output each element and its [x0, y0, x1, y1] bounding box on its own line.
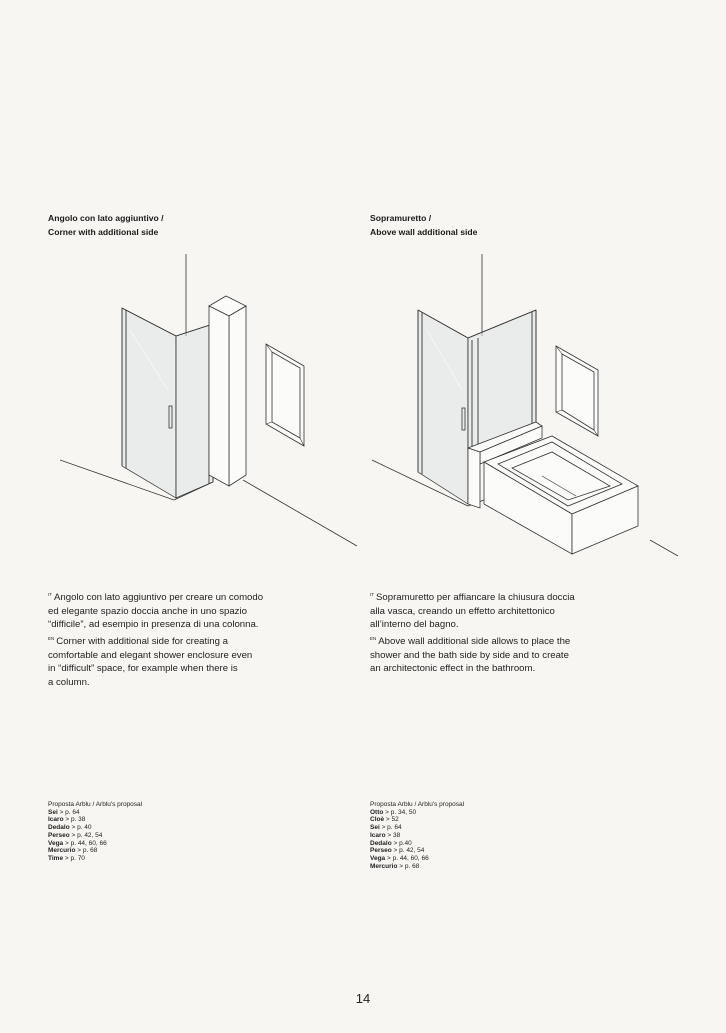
left-proposal-list: [48, 801, 348, 863]
proposal-item: Otto > p. 34, 50: [370, 808, 417, 816]
proposal-item: Mercurio > p. 68: [48, 847, 98, 855]
right-title-en: Above wall additional side: [370, 226, 478, 237]
left-description: [48, 588, 348, 690]
proposal-item: Sei > p. 64: [370, 824, 402, 832]
left-title: [48, 212, 348, 239]
proposal-item: Cloè > 52: [370, 816, 399, 824]
desc-line: $^{EN}$ Corner with additional side for creating a: [48, 635, 228, 648]
right-title: [370, 212, 670, 239]
proposal-item: Vega > p. 44, 60, 66: [370, 854, 429, 862]
desc-line: $^{IT}$ Sopramuretto per affiancare la chiusura doccia: [370, 592, 575, 604]
left-title-it: Angolo con lato aggiuntivo /: [48, 213, 164, 223]
above-wall-shower-illustration: [372, 250, 682, 560]
desc-line: “difficile”, ad esempio in presenza di una colonna.: [48, 619, 259, 631]
proposal-item: Sei > p. 64: [48, 808, 80, 816]
corner-shower-illustration: [60, 250, 360, 550]
proposal-item: Perseo > p. 42, 54: [48, 831, 103, 839]
proposal-item: Perseo > p. 42, 54: [370, 847, 425, 855]
desc-line: ed elegante spazio doccia anche in uno spazio: [48, 605, 247, 617]
proposal-header: Proposta Arblu / Arblu's proposal: [370, 801, 465, 808]
proposal-item: Dedalo > p. 40: [48, 824, 92, 832]
proposal-header: Proposta Arblu / Arblu's proposal: [48, 801, 143, 808]
right-proposal-list: [370, 801, 670, 870]
desc-line: all’interno del bagno.: [370, 619, 459, 631]
page-number: 14: [355, 991, 371, 1006]
desc-line: alla vasca, creando un effetto architettonico: [370, 605, 555, 617]
proposal-item: Mercurio > p. 68: [370, 862, 420, 870]
desc-line: $^{EN}$ Above wall additional side allows to place the: [370, 635, 571, 648]
right-title-it: Sopramuretto /: [370, 213, 432, 223]
desc-line: comfortable and elegant shower enclosure even: [48, 649, 253, 661]
proposal-item: Icaro > p. 38: [48, 816, 86, 824]
desc-line: shower and the bath side by side and to create: [370, 649, 569, 661]
desc-line: $^{IT}$ Angolo con lato aggiuntivo per creare un comodo: [48, 592, 264, 604]
desc-line: a column.: [48, 676, 90, 688]
proposal-item: Vega > p. 44, 60, 66: [48, 839, 107, 847]
desc-line: in “difficult” space, for example when there is: [48, 663, 238, 675]
proposal-item: Dedalo > p.40: [370, 839, 412, 847]
proposal-item: Icaro > 38: [370, 831, 401, 839]
left-title-en: Corner with additional side: [48, 226, 159, 237]
desc-line: an architectonic effect in the bathroom.: [370, 663, 536, 675]
right-description: [370, 588, 670, 676]
proposal-item: Time > p. 70: [48, 854, 85, 862]
